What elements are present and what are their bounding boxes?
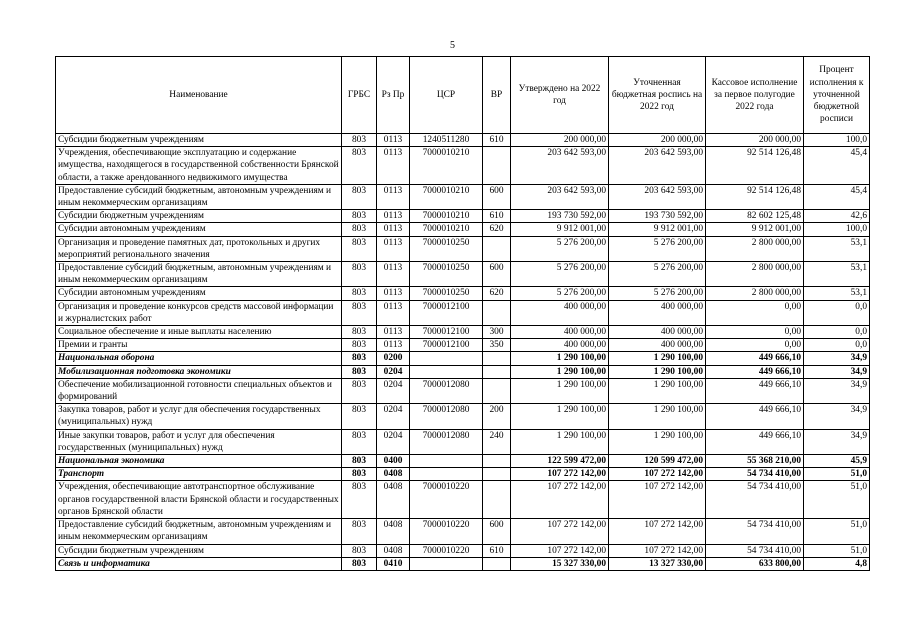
cell-csr <box>410 468 483 481</box>
table-row <box>56 378 870 403</box>
cell-refined: 13 327 330,00 <box>609 557 706 570</box>
table-row <box>56 481 870 519</box>
cell-vr: 600 <box>483 184 511 209</box>
cell-csr: 7000010220 <box>410 481 483 519</box>
cell-cash: 92 514 126,48 <box>706 184 804 209</box>
cell-refined: 1 290 100,00 <box>609 365 706 378</box>
cell-rzpr: 0204 <box>377 365 410 378</box>
cell-approved: 400 000,00 <box>511 326 609 339</box>
cell-percent: 53,1 <box>804 236 870 261</box>
cell-vr: 610 <box>483 134 511 147</box>
cell-percent: 51,0 <box>804 519 870 544</box>
table-body <box>56 134 870 571</box>
cell-csr: 7000010210 <box>410 210 483 223</box>
cell-cash: 92 514 126,48 <box>706 147 804 185</box>
cell-approved: 5 276 200,00 <box>511 262 609 287</box>
cell-name: Предоставление субсидий бюджетным, автономным учреждениям и иным некоммерческим организациям <box>56 519 342 544</box>
cell-cash: 54 734 410,00 <box>706 519 804 544</box>
cell-percent: 0,0 <box>804 326 870 339</box>
header-grbs: ГРБС <box>342 57 377 134</box>
cell-cash: 449 666,10 <box>706 352 804 365</box>
table-row <box>56 404 870 429</box>
cell-percent: 42,6 <box>804 210 870 223</box>
cell-approved: 5 276 200,00 <box>511 236 609 261</box>
cell-grbs: 803 <box>342 404 377 429</box>
cell-vr <box>483 468 511 481</box>
cell-approved: 400 000,00 <box>511 300 609 325</box>
cell-rzpr: 0408 <box>377 519 410 544</box>
cell-refined: 200 000,00 <box>609 134 706 147</box>
cell-name: Связь и информатика <box>56 557 342 570</box>
header-rzpr: Рз Пр <box>377 57 410 134</box>
cell-rzpr: 0408 <box>377 544 410 557</box>
cell-cash: 633 800,00 <box>706 557 804 570</box>
cell-approved: 1 290 100,00 <box>511 365 609 378</box>
cell-approved: 107 272 142,00 <box>511 481 609 519</box>
cell-vr: 610 <box>483 210 511 223</box>
table-row <box>56 557 870 570</box>
cell-name: Организация и проведение памятных дат, протокольных и других мероприятий регионального значения <box>56 236 342 261</box>
cell-csr: 1240511280 <box>410 134 483 147</box>
cell-csr: 7000010210 <box>410 223 483 236</box>
cell-vr: 200 <box>483 404 511 429</box>
cell-rzpr: 0113 <box>377 184 410 209</box>
cell-cash: 54 734 410,00 <box>706 544 804 557</box>
cell-grbs: 803 <box>342 134 377 147</box>
cell-name: Субсидии автономным учреждениям <box>56 223 342 236</box>
cell-name: Иные закупки товаров, работ и услуг для обеспечения государственных (муниципальных) нужд <box>56 429 342 454</box>
cell-grbs: 803 <box>342 223 377 236</box>
table-row <box>56 236 870 261</box>
header-vr: ВР <box>483 57 511 134</box>
table-row <box>56 544 870 557</box>
cell-grbs: 803 <box>342 557 377 570</box>
cell-rzpr: 0113 <box>377 300 410 325</box>
cell-grbs: 803 <box>342 481 377 519</box>
cell-name: Субсидии автономным учреждениям <box>56 287 342 300</box>
cell-refined: 1 290 100,00 <box>609 404 706 429</box>
cell-grbs: 803 <box>342 326 377 339</box>
cell-refined: 107 272 142,00 <box>609 481 706 519</box>
table-row <box>56 455 870 468</box>
cell-refined: 400 000,00 <box>609 300 706 325</box>
cell-refined: 400 000,00 <box>609 339 706 352</box>
table-row <box>56 210 870 223</box>
cell-vr: 620 <box>483 223 511 236</box>
cell-percent: 53,1 <box>804 287 870 300</box>
cell-refined: 193 730 592,00 <box>609 210 706 223</box>
table-row <box>56 184 870 209</box>
cell-percent: 34,9 <box>804 429 870 454</box>
cell-percent: 51,0 <box>804 468 870 481</box>
cell-csr <box>410 365 483 378</box>
cell-cash: 449 666,10 <box>706 378 804 403</box>
cell-csr: 7000010210 <box>410 184 483 209</box>
cell-approved: 1 290 100,00 <box>511 352 609 365</box>
cell-percent: 34,9 <box>804 352 870 365</box>
cell-cash: 9 912 001,00 <box>706 223 804 236</box>
header-name: Наименование <box>56 57 342 134</box>
cell-grbs: 803 <box>342 287 377 300</box>
cell-vr: 300 <box>483 326 511 339</box>
cell-cash: 82 602 125,48 <box>706 210 804 223</box>
cell-rzpr: 0204 <box>377 378 410 403</box>
cell-name: Субсидии бюджетным учреждениям <box>56 544 342 557</box>
cell-vr <box>483 481 511 519</box>
cell-name: Предоставление субсидий бюджетным, автономным учреждениям и иным некоммерческим организациям <box>56 184 342 209</box>
cell-refined: 5 276 200,00 <box>609 262 706 287</box>
cell-name: Мобилизационная подготовка экономики <box>56 365 342 378</box>
cell-grbs: 803 <box>342 352 377 365</box>
cell-vr <box>483 365 511 378</box>
cell-rzpr: 0113 <box>377 147 410 185</box>
cell-name: Учреждения, обеспечивающие автотранспортное обслуживание органов государственной власти Брянской области и государственных органов Брянской области <box>56 481 342 519</box>
cell-percent: 100,0 <box>804 223 870 236</box>
cell-percent: 45,9 <box>804 455 870 468</box>
cell-vr: 610 <box>483 544 511 557</box>
cell-rzpr: 0400 <box>377 455 410 468</box>
cell-refined: 1 290 100,00 <box>609 378 706 403</box>
cell-rzpr: 0408 <box>377 468 410 481</box>
cell-grbs: 803 <box>342 455 377 468</box>
cell-grbs: 803 <box>342 300 377 325</box>
table-row <box>56 147 870 185</box>
cell-csr: 7000010250 <box>410 287 483 300</box>
cell-grbs: 803 <box>342 544 377 557</box>
cell-csr: 7000010250 <box>410 262 483 287</box>
cell-csr: 7000012080 <box>410 378 483 403</box>
cell-csr: 7000010250 <box>410 236 483 261</box>
cell-cash: 449 666,10 <box>706 365 804 378</box>
cell-refined: 5 276 200,00 <box>609 287 706 300</box>
cell-approved: 1 290 100,00 <box>511 378 609 403</box>
cell-approved: 1 290 100,00 <box>511 404 609 429</box>
table-row <box>56 300 870 325</box>
cell-csr: 7000012080 <box>410 429 483 454</box>
cell-vr <box>483 557 511 570</box>
cell-vr <box>483 378 511 403</box>
page-number: 5 <box>450 40 455 51</box>
cell-grbs: 803 <box>342 147 377 185</box>
table-header-row <box>56 57 870 134</box>
table-row <box>56 262 870 287</box>
cell-refined: 120 599 472,00 <box>609 455 706 468</box>
cell-approved: 193 730 592,00 <box>511 210 609 223</box>
table-row <box>56 326 870 339</box>
cell-cash: 0,00 <box>706 300 804 325</box>
cell-percent: 34,9 <box>804 404 870 429</box>
table-row <box>56 134 870 147</box>
cell-name: Субсидии бюджетным учреждениям <box>56 134 342 147</box>
cell-percent: 45,4 <box>804 147 870 185</box>
cell-cash: 0,00 <box>706 326 804 339</box>
cell-approved: 203 642 593,00 <box>511 147 609 185</box>
cell-name: Национальная экономика <box>56 455 342 468</box>
cell-percent: 34,9 <box>804 378 870 403</box>
cell-approved: 122 599 472,00 <box>511 455 609 468</box>
cell-grbs: 803 <box>342 429 377 454</box>
cell-vr: 600 <box>483 262 511 287</box>
budget-table <box>55 56 870 571</box>
cell-refined: 1 290 100,00 <box>609 429 706 454</box>
cell-rzpr: 0200 <box>377 352 410 365</box>
cell-cash: 54 734 410,00 <box>706 468 804 481</box>
cell-approved: 5 276 200,00 <box>511 287 609 300</box>
cell-cash: 449 666,10 <box>706 429 804 454</box>
cell-name: Организация и проведение конкурсов средств массовой информации и журналистских работ <box>56 300 342 325</box>
cell-grbs: 803 <box>342 519 377 544</box>
cell-cash: 54 734 410,00 <box>706 481 804 519</box>
cell-csr: 7000010220 <box>410 519 483 544</box>
cell-refined: 1 290 100,00 <box>609 352 706 365</box>
cell-percent: 100,0 <box>804 134 870 147</box>
cell-csr: 7000012100 <box>410 326 483 339</box>
header-csr: ЦСР <box>410 57 483 134</box>
cell-csr <box>410 455 483 468</box>
cell-csr: 7000012100 <box>410 300 483 325</box>
cell-rzpr: 0204 <box>377 429 410 454</box>
cell-vr <box>483 300 511 325</box>
table-row <box>56 223 870 236</box>
cell-rzpr: 0204 <box>377 404 410 429</box>
cell-refined: 9 912 001,00 <box>609 223 706 236</box>
cell-refined: 5 276 200,00 <box>609 236 706 261</box>
cell-name: Закупка товаров, работ и услуг для обеспечения государственных (муниципальных) нужд <box>56 404 342 429</box>
table-row <box>56 352 870 365</box>
cell-cash: 2 800 000,00 <box>706 236 804 261</box>
cell-vr: 600 <box>483 519 511 544</box>
cell-approved: 400 000,00 <box>511 339 609 352</box>
cell-vr <box>483 352 511 365</box>
cell-grbs: 803 <box>342 262 377 287</box>
cell-name: Транспорт <box>56 468 342 481</box>
cell-rzpr: 0113 <box>377 236 410 261</box>
cell-rzpr: 0113 <box>377 134 410 147</box>
cell-approved: 9 912 001,00 <box>511 223 609 236</box>
cell-vr: 350 <box>483 339 511 352</box>
table-row <box>56 365 870 378</box>
cell-cash: 2 800 000,00 <box>706 287 804 300</box>
cell-grbs: 803 <box>342 210 377 223</box>
cell-grbs: 803 <box>342 236 377 261</box>
cell-percent: 51,0 <box>804 544 870 557</box>
cell-csr: 7000010220 <box>410 544 483 557</box>
cell-rzpr: 0113 <box>377 262 410 287</box>
cell-refined: 107 272 142,00 <box>609 468 706 481</box>
cell-cash: 55 368 210,00 <box>706 455 804 468</box>
table-row <box>56 519 870 544</box>
cell-rzpr: 0113 <box>377 210 410 223</box>
cell-grbs: 803 <box>342 378 377 403</box>
cell-rzpr: 0113 <box>377 326 410 339</box>
cell-refined: 107 272 142,00 <box>609 519 706 544</box>
cell-approved: 1 290 100,00 <box>511 429 609 454</box>
cell-csr: 7000010210 <box>410 147 483 185</box>
cell-rzpr: 0113 <box>377 339 410 352</box>
cell-vr <box>483 147 511 185</box>
table-row <box>56 339 870 352</box>
cell-grbs: 803 <box>342 468 377 481</box>
cell-csr <box>410 557 483 570</box>
cell-approved: 107 272 142,00 <box>511 544 609 557</box>
cell-vr: 620 <box>483 287 511 300</box>
cell-vr <box>483 455 511 468</box>
cell-name: Премии и гранты <box>56 339 342 352</box>
cell-approved: 200 000,00 <box>511 134 609 147</box>
cell-grbs: 803 <box>342 365 377 378</box>
cell-name: Субсидии бюджетным учреждениям <box>56 210 342 223</box>
cell-percent: 4,8 <box>804 557 870 570</box>
cell-refined: 107 272 142,00 <box>609 544 706 557</box>
cell-cash: 200 000,00 <box>706 134 804 147</box>
table-row <box>56 287 870 300</box>
cell-name: Обеспечение мобилизационной готовности специальных объектов и формирований <box>56 378 342 403</box>
cell-name: Учреждения, обеспечивающие эксплуатацию и содержание имущества, находящегося в государственной собственности Брянской области, а также арендованного недвижимого имущества <box>56 147 342 185</box>
cell-approved: 107 272 142,00 <box>511 519 609 544</box>
cell-grbs: 803 <box>342 339 377 352</box>
table-row <box>56 429 870 454</box>
cell-refined: 203 642 593,00 <box>609 184 706 209</box>
cell-refined: 400 000,00 <box>609 326 706 339</box>
cell-grbs: 803 <box>342 184 377 209</box>
header-percent: Процент исполнения к уточненной бюджетной росписи <box>804 57 870 134</box>
cell-name: Социальное обеспечение и иные выплаты населению <box>56 326 342 339</box>
cell-name: Предоставление субсидий бюджетным, автономным учреждениям и иным некоммерческим организациям <box>56 262 342 287</box>
cell-rzpr: 0113 <box>377 287 410 300</box>
cell-percent: 51,0 <box>804 481 870 519</box>
cell-rzpr: 0408 <box>377 481 410 519</box>
cell-cash: 2 800 000,00 <box>706 262 804 287</box>
cell-approved: 203 642 593,00 <box>511 184 609 209</box>
cell-csr <box>410 352 483 365</box>
cell-percent: 45,4 <box>804 184 870 209</box>
cell-percent: 34,9 <box>804 365 870 378</box>
cell-percent: 0,0 <box>804 300 870 325</box>
cell-approved: 107 272 142,00 <box>511 468 609 481</box>
cell-rzpr: 0410 <box>377 557 410 570</box>
cell-vr: 240 <box>483 429 511 454</box>
cell-csr: 7000012100 <box>410 339 483 352</box>
cell-vr <box>483 236 511 261</box>
header-refined: Уточненная бюджетная роспись на 2022 год <box>609 57 706 134</box>
cell-percent: 53,1 <box>804 262 870 287</box>
cell-name: Национальная оборона <box>56 352 342 365</box>
cell-approved: 15 327 330,00 <box>511 557 609 570</box>
header-approved: Утверждено на 2022 год <box>511 57 609 134</box>
cell-cash: 0,00 <box>706 339 804 352</box>
cell-rzpr: 0113 <box>377 223 410 236</box>
cell-csr: 7000012080 <box>410 404 483 429</box>
cell-cash: 449 666,10 <box>706 404 804 429</box>
header-cash: Кассовое исполнение за первое полугодие 2022 года <box>706 57 804 134</box>
table-row <box>56 468 870 481</box>
cell-refined: 203 642 593,00 <box>609 147 706 185</box>
cell-percent: 0,0 <box>804 339 870 352</box>
